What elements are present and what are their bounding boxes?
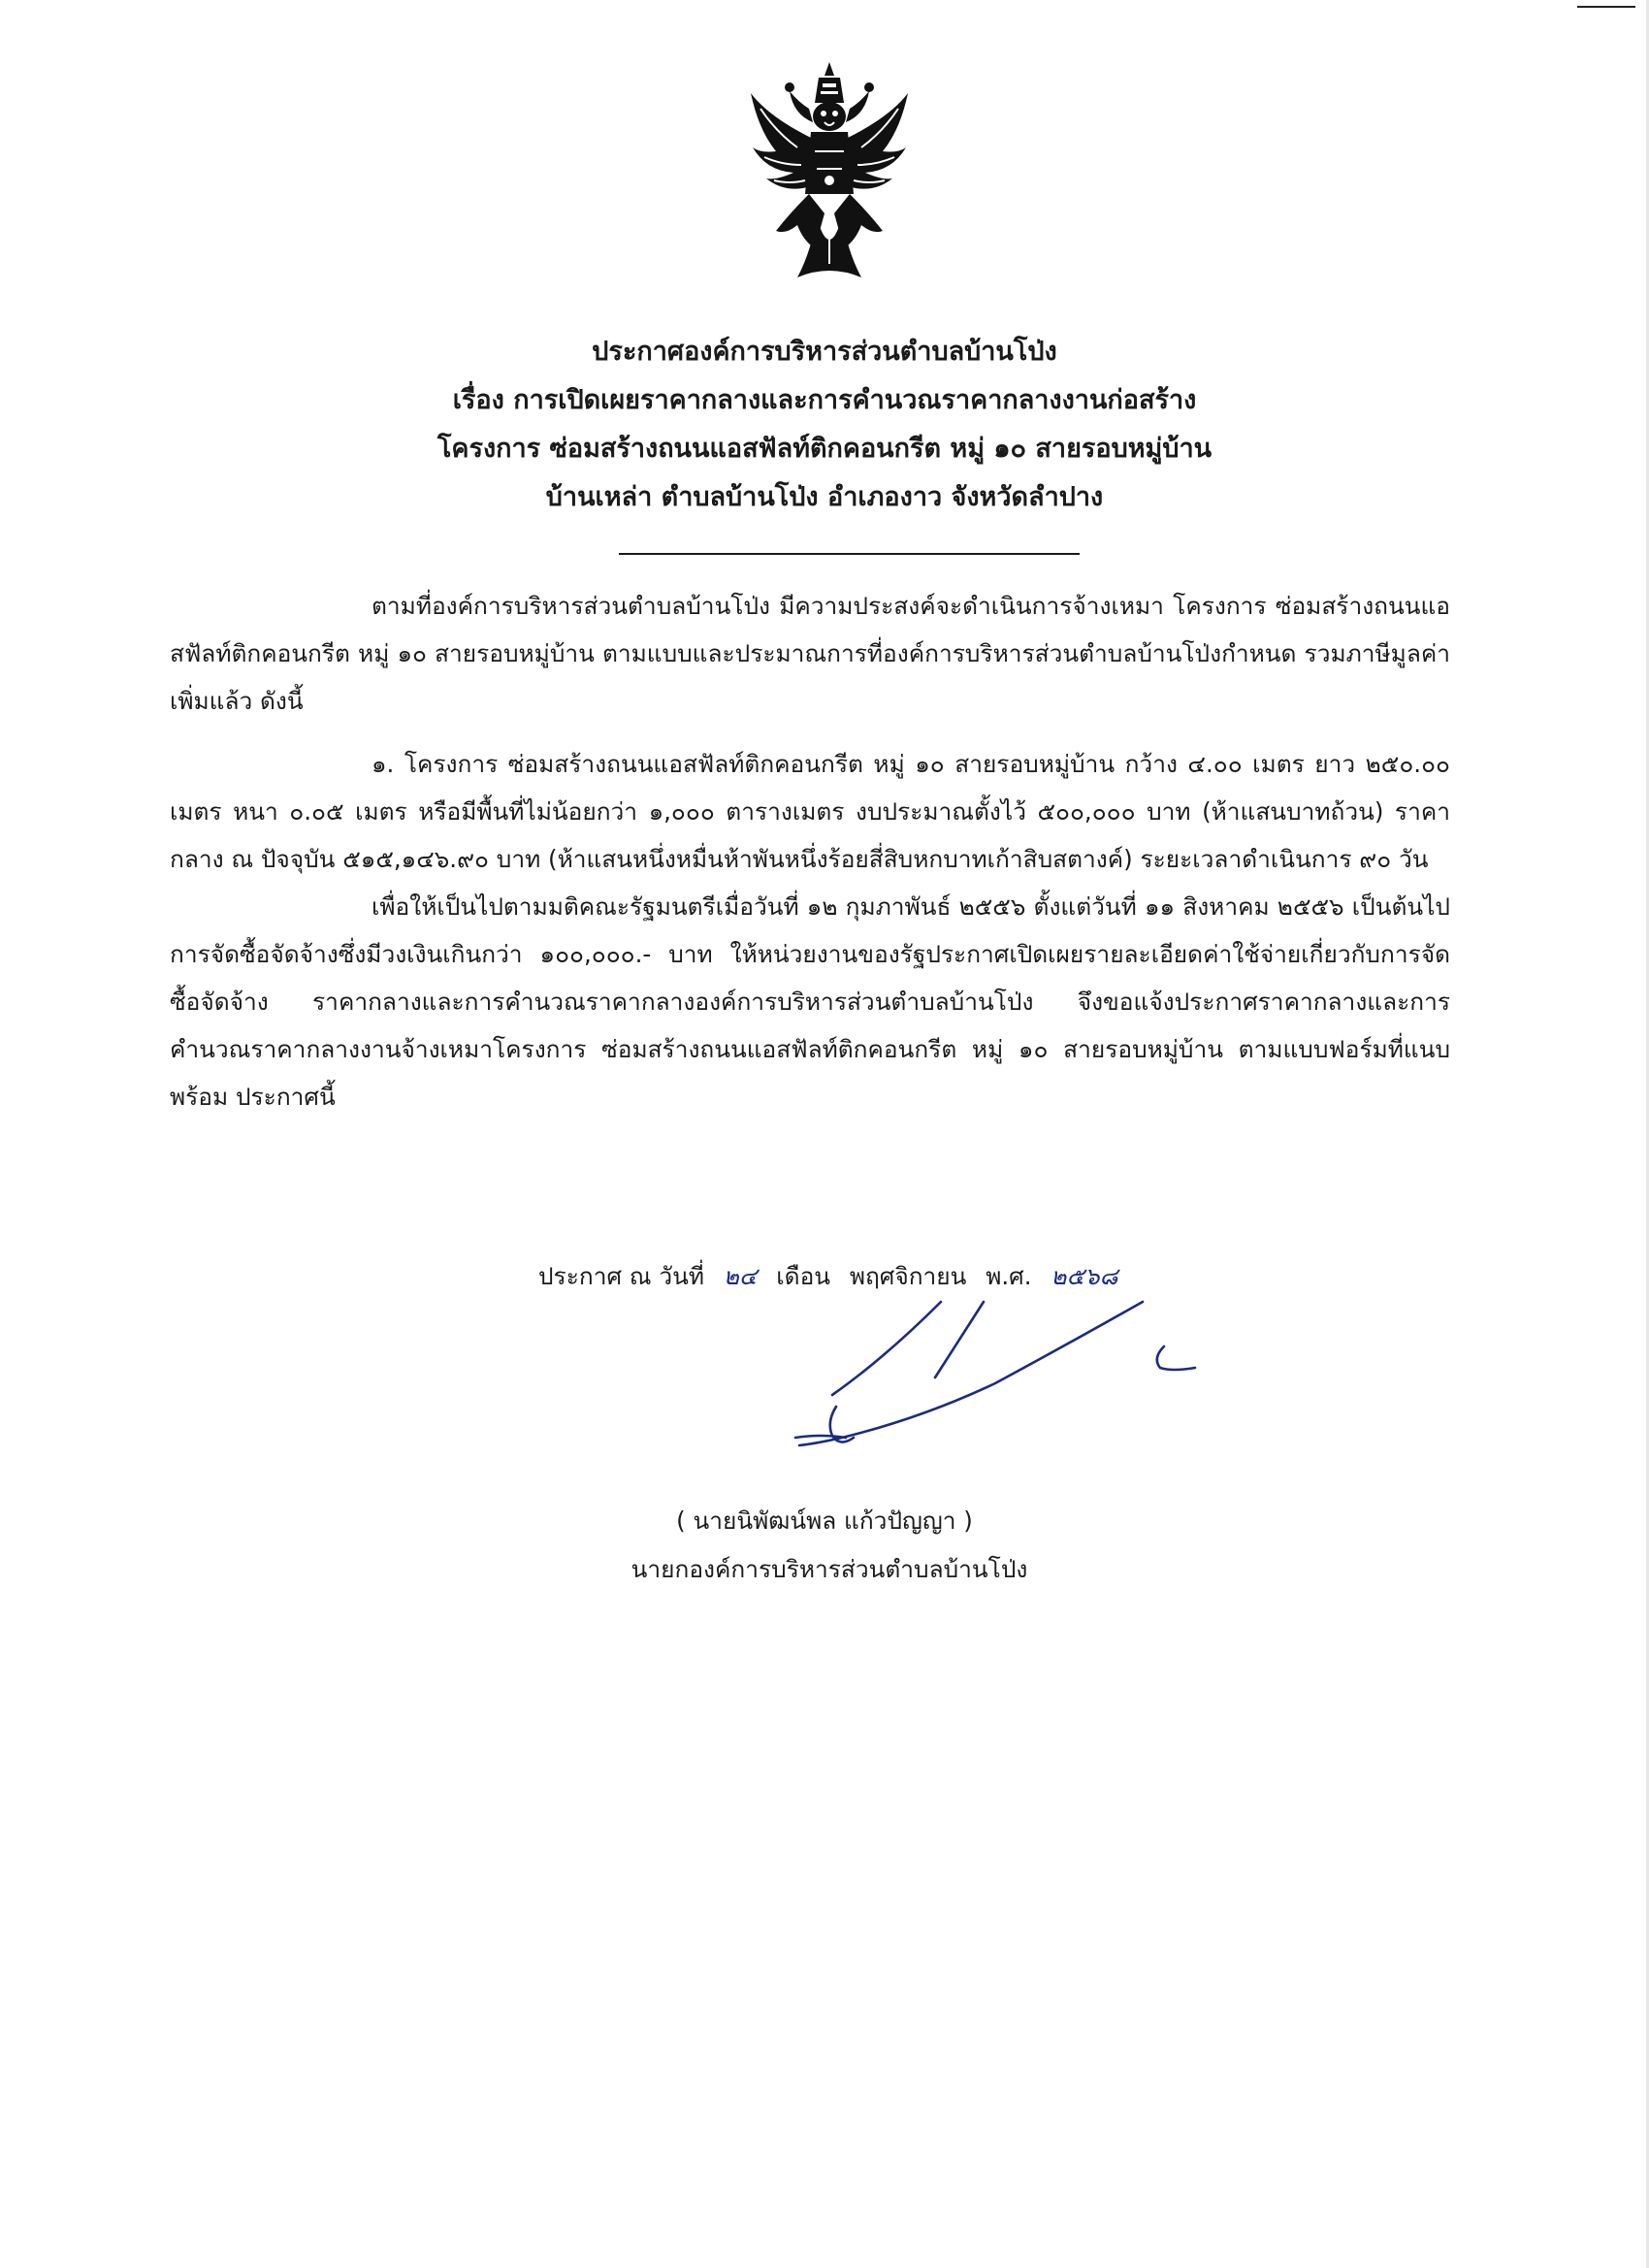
regulation-paragraph: เพื่อให้เป็นไปตามมติคณะรัฐมนตรีเมื่อวันที่ ๑๒ กุมภาพันธ์ ๒๕๕๖ ตั้งแต่วันที่ ๑๑ สิงหาคม ๒๕๕๖ เป็นต้นไป การจัดซื้อจัดจ้างซึ่งมีวงเงินเกินกว่า ๑๐๐,๐๐๐.- บาท ให้หน่วยงานของรัฐประกาศเปิดเผยรายละเอียดค่าใช้จ่ายเกี่ยวกับการจัดซื้อจัดจ้าง ราคากลางและการคำนวณราคากลางองค์การบริหารส่วนตำบลบ้านโป่ง จึงขอแจ้งประกาศราคากลางและการคำนวณราคากลางงานจ้างเหมาโครงการ ซ่อมสร้างถนนแอสฟัลท์ติกคอนกรีต หมู่ ๑๐ สายรอบหมู่บ้าน ตามแบบฟอร์มที่แนบพร้อม ประกาศนี้ bbox=[170, 892, 1450, 1111]
date-year: ๒๕๖๘ bbox=[1051, 1262, 1118, 1290]
date-prefix: ประกาศ ณ วันที่ bbox=[538, 1262, 704, 1290]
header-location: บ้านเหล่า ตำบลบ้านโป่ง อำเภองาว จังหวัดลำปาง bbox=[545, 482, 1104, 512]
announcement-body bbox=[170, 582, 1450, 1120]
date-day: ๒๔ bbox=[723, 1262, 758, 1290]
signer-title: นายกองค์การบริหารส่วนตำบลบ้านโป่ง bbox=[630, 1555, 1028, 1583]
corner-mark bbox=[1577, 6, 1635, 8]
date-era: พ.ศ. bbox=[986, 1262, 1032, 1290]
header-subject: เรื่อง การเปิดเผยราคากลางและการคำนวณราคากลางงานก่อสร้าง bbox=[452, 385, 1197, 415]
announcement-header bbox=[252, 328, 1397, 522]
garuda-emblem-icon bbox=[747, 58, 912, 281]
project-item-paragraph: ๑. โครงการ ซ่อมสร้างถนนแอสฟัลท์ติกคอนกรีต หมู่ ๑๐ สายรอบหมู่บ้าน กว้าง ๔.๐๐ เมตร ยาว ๒๕๐.๐๐ เมตร หนา ๐.๐๕ เมตร หรือมีพื้นที่ไม่น้อยกว่า ๑,๐๐๐ ตารางเมตร งบประมาณตั้งไว้ ๕๐๐,๐๐๐ บาท (ห้าแสนบาทถ้วน) ราคากลาง ณ ปัจจุบัน ๕๑๕,๑๔๖.๙๐ บาท (ห้าแสนหนึ่งหมื่นห้าพันหนึ่งร้อยสี่สิบหกบาทเก้าสิบสตางค์) ระยะเวลาดำเนินการ ๙๐ วัน bbox=[170, 750, 1450, 873]
date-month: พฤศจิกายน bbox=[849, 1262, 967, 1290]
handwritten-signature-icon bbox=[776, 1290, 1203, 1465]
intro-paragraph: ตามที่องค์การบริหารส่วนตำบลบ้านโป่ง มีความประสงค์จะดำเนินการจ้างเหมา โครงการ ซ่อมสร้างถนนแอสฟัลท์ติกคอนกรีต หมู่ ๑๐ สายรอบหมู่บ้าน ตามแบบและประมาณการที่องค์การบริหารส่วนตำบลบ้านโป่งกำหนด รวมภาษีมูลค่าเพิ่มแล้ว ดังนี้ bbox=[170, 592, 1450, 715]
header-issuer: ประกาศองค์การบริหารส่วนตำบลบ้านโป่ง bbox=[592, 337, 1057, 367]
header-project: โครงการ ซ่อมสร้างถนนแอสฟัลท์ติกคอนกรีต หมู่ ๑๐ สายรอบหมู่บ้าน bbox=[436, 434, 1212, 464]
date-month-label: เดือน bbox=[776, 1262, 831, 1290]
header-divider bbox=[619, 553, 1080, 555]
signer-name: ( นายนิพัฒน์พล แก้วปัญญา ) bbox=[676, 1507, 973, 1535]
